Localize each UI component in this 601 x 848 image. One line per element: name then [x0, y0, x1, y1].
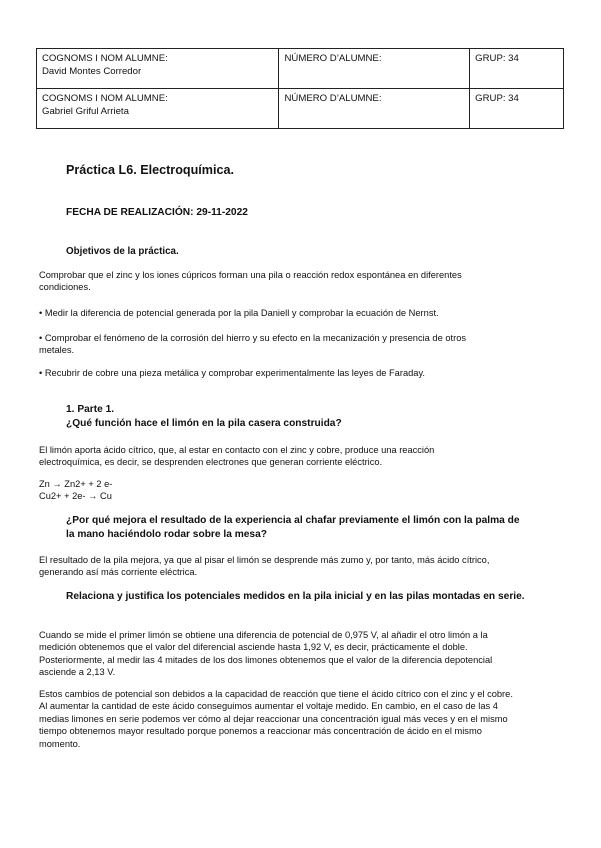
student-number-cell	[279, 49, 470, 89]
text-line: generando así más corriente eléctrica.	[39, 567, 198, 578]
question-2	[66, 514, 520, 542]
text-line: Cuando se mide el primer limón se obtiene una diferencia de potencial de 0,975 V, al añadir el otro limón a la	[39, 630, 488, 640]
answer-2	[39, 554, 489, 579]
student-name-value: David Montes Corredor	[42, 65, 142, 77]
student-group-label: GRUP: 34	[475, 93, 519, 104]
answer-4	[39, 688, 513, 750]
student-row	[37, 89, 564, 129]
parte1-heading: 1. Parte 1.	[66, 404, 115, 415]
text-line: El limón aporta ácido cítrico, que, al estar en contacto con el zinc y cobre, produce una reacción	[39, 445, 435, 455]
student-group-label: GRUP: 34	[475, 53, 519, 64]
student-number-label: NÚMERO D’ALUMNE:	[284, 93, 382, 104]
answer-1	[39, 444, 434, 469]
text-line: • Comprobar el fenómeno de la corrosión del hierro y su efecto en la mecanización y presencia de otros	[39, 333, 467, 343]
student-row	[37, 49, 564, 89]
text-line: tiempo obtenemos mayor resultado porque ponemos a reaccionar más concentración de ácido en el mismo	[39, 726, 482, 737]
text-line: electroquímica, es decir, se desprenden electrones que generan corriente eléctrico.	[39, 457, 383, 468]
text-line: Comprobar que el zinc y los iones cúpricos forman una pila o reacción redox espontánea en diferentes	[39, 270, 462, 280]
text-line: asciende a 2,13 V.	[39, 667, 116, 678]
text-line: • Recubrir de cobre una pieza metálica y comprobar experimentalmente las leyes de Faraday.	[39, 368, 425, 378]
student-group-cell	[470, 89, 564, 129]
reaction-line: Cu2+ + 2e- → Cu	[39, 491, 112, 502]
reaction-line: Zn → Zn2+ + 2 e-	[39, 479, 113, 489]
objetivo-bullet	[39, 307, 439, 319]
question-1: ¿Qué función hace el limón en la pila casera construida?	[66, 418, 342, 429]
text-line: momento.	[39, 738, 81, 749]
text-line: medición obtenemos que el valor del diferencial asciende hasta 1,92 V, es decir, prácticamente el doble.	[39, 642, 468, 653]
text-line: Estos cambios de potencial son debidos a la capacidad de reacción que tiene el ácido cítrico con el zinc y el cobre.	[39, 689, 513, 699]
student-name-cell	[37, 89, 279, 129]
text-line: condiciones.	[39, 282, 91, 293]
text-line: Posteriormente, al medir las 4 mitades de los dos limones obtenemos que el valor de la diferencia depotencial	[39, 654, 493, 665]
student-name-value: Gabriel Griful Arrieta	[42, 105, 129, 117]
text-line: medias limones en serie podemos ver cómo al dejar reaccionar una concentración igual más veces y en el mismo	[39, 713, 508, 724]
text-line: la mano haciéndolo rodar sobre la mesa?	[66, 529, 267, 540]
parte1-heading-block	[66, 403, 342, 431]
objetivos-heading: Objetivos de la práctica.	[66, 246, 179, 257]
student-number-cell	[279, 89, 470, 129]
text-line: metales.	[39, 345, 75, 356]
student-name-label: COGNOMS I NOM ALUMNE:	[42, 53, 168, 64]
fecha-realizacion: FECHA DE REALIZACIÓN: 29-11-2022	[66, 207, 248, 218]
objetivo-bullet	[39, 367, 425, 379]
student-name-label: COGNOMS I NOM ALUMNE:	[42, 93, 168, 104]
answer-3	[39, 629, 492, 679]
question-3: Relaciona y justifica los potenciales medidos en la pila inicial y en las pilas montadas en serie.	[66, 591, 525, 602]
text-line: Al aumentar la cantidad de este ácido conseguimos aumentar el voltaje medido. En cambio, en el caso de las 4	[39, 701, 498, 712]
reactions	[39, 478, 112, 503]
page-title: Práctica L6. Electroquímica.	[66, 163, 234, 177]
student-name-cell	[37, 49, 279, 89]
student-group-cell	[470, 49, 564, 89]
objetivo-bullet	[39, 332, 466, 357]
text-line: • Medir la diferencia de potencial generada por la pila Daniell y comprobar la ecuación de Nernst.	[39, 308, 439, 318]
student-info-table	[36, 48, 564, 129]
text-line: ¿Por qué mejora el resultado de la experiencia al chafar previamente el limón con la palma de	[66, 515, 520, 526]
text-line: El resultado de la pila mejora, ya que al pisar el limón se desprende más zumo y, por tanto, más ácido cítrico,	[39, 555, 490, 565]
objetivos-intro	[39, 269, 462, 294]
student-number-label: NÚMERO D’ALUMNE:	[284, 53, 382, 64]
